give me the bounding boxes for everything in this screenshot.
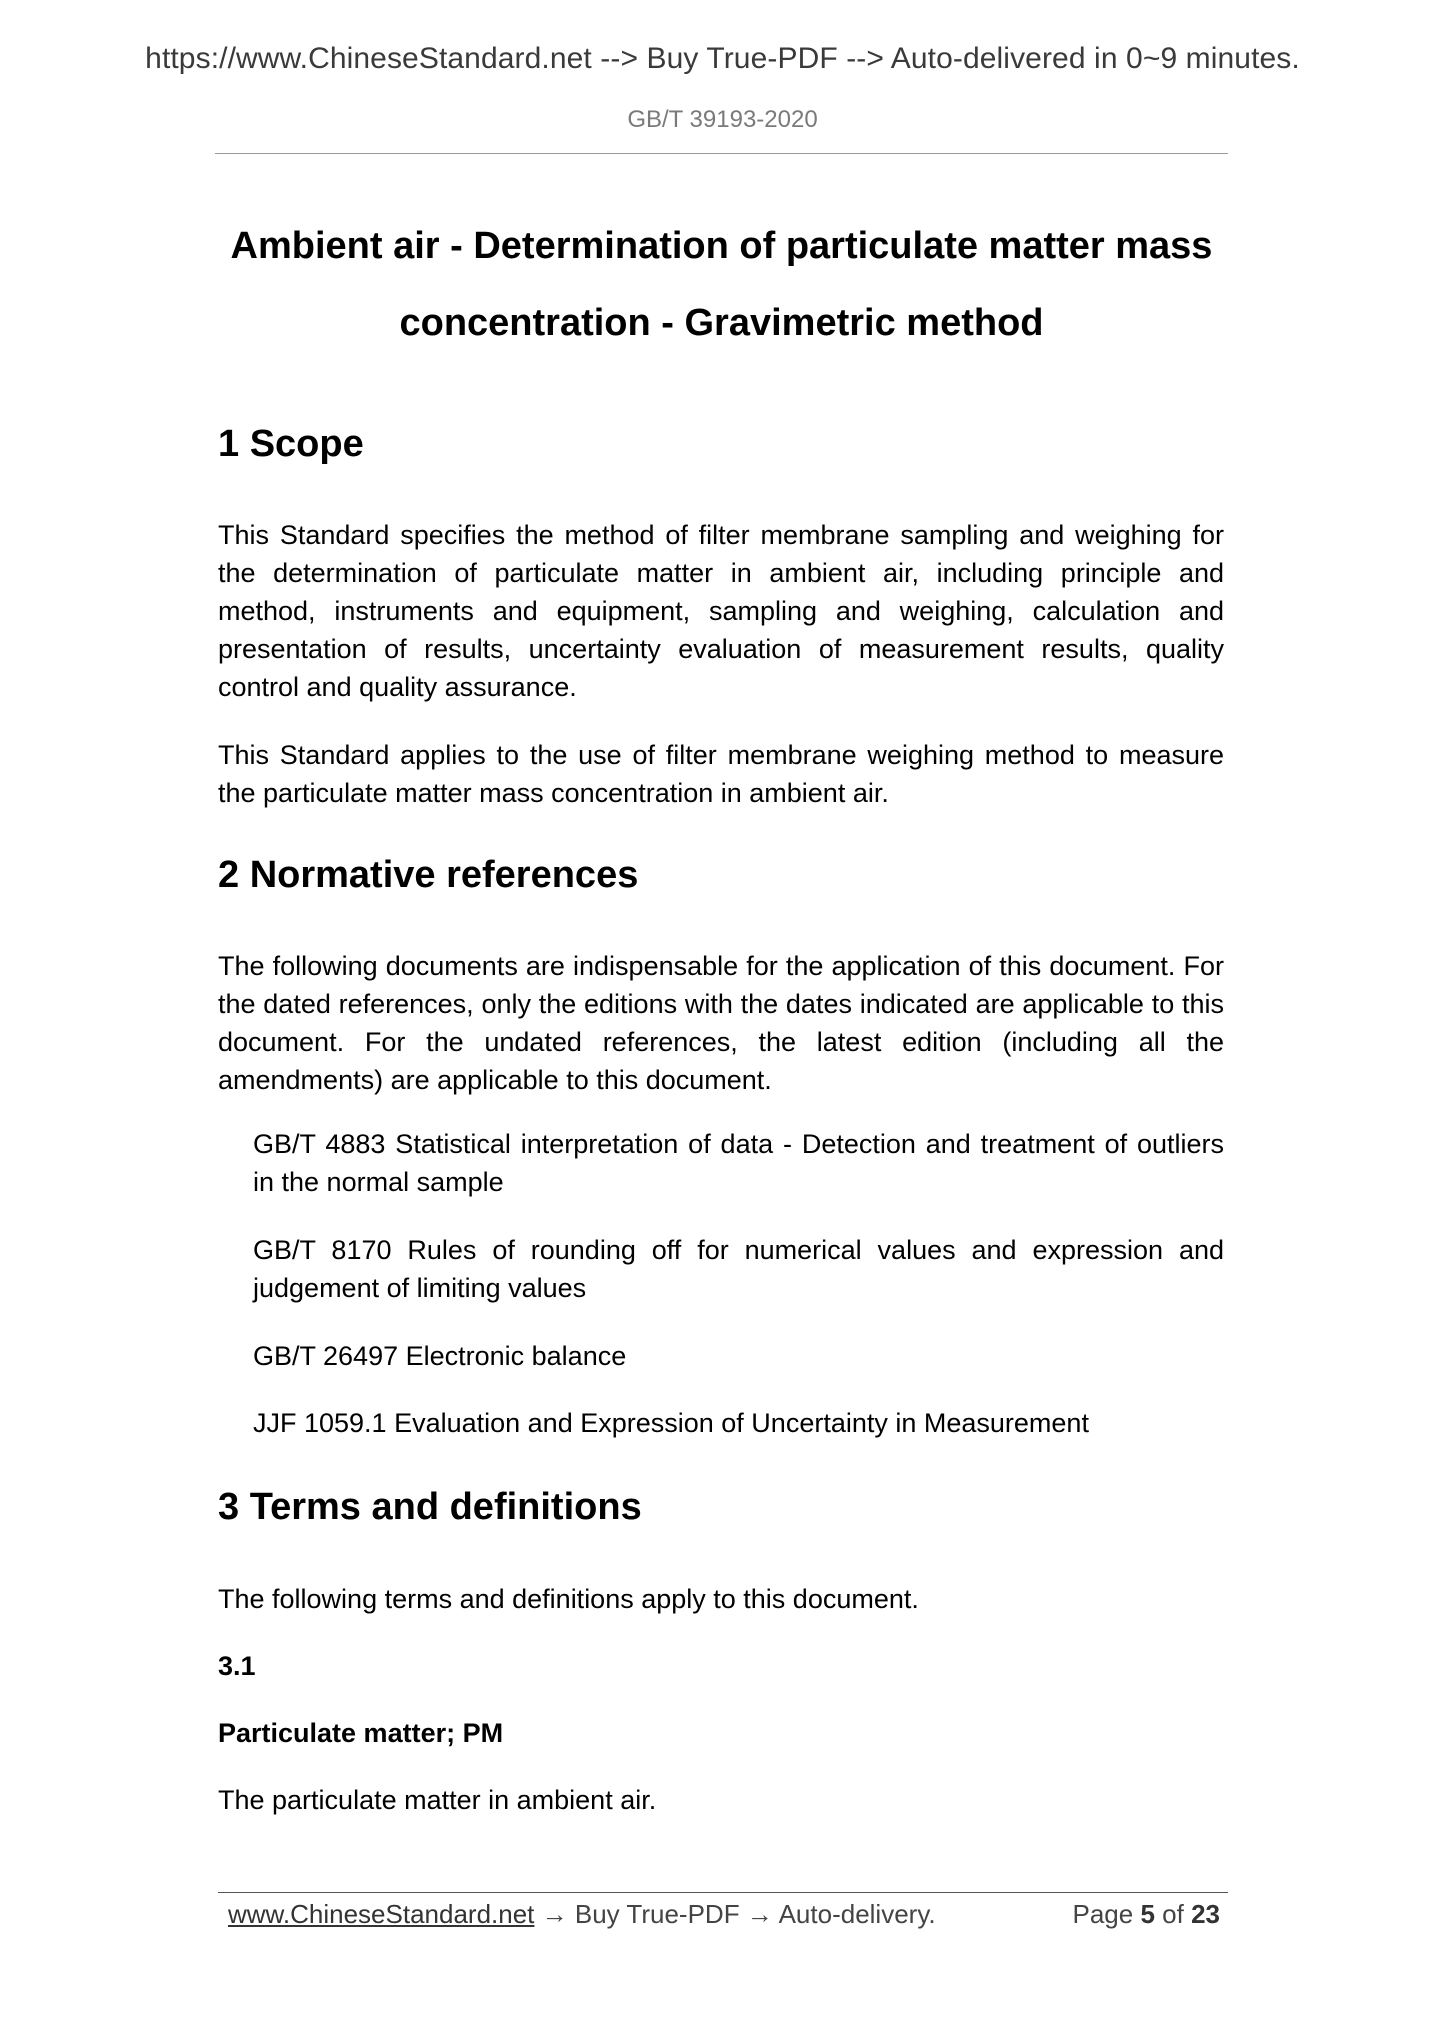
page-current: 5 [1140,1899,1155,1929]
document-title [215,208,1228,362]
term-number: 3.1 [218,1651,256,1681]
normative-paragraph: The following documents are indispensable for the application of this document. For the dated references, only the editions with the dates indicated are applicable to this document. For the undated references, the latest edition (including all the amendments) are applicable to this document. [218,951,1224,1095]
header-divider [215,153,1228,154]
page-footer [228,1896,1220,1932]
term-name: Particulate matter; PM [218,1718,504,1748]
reference-item: GB/T 4883 Statistical interpretation of data - Detection and treatment of outliers in the normal sample [253,1129,1224,1197]
section-heading-scope: 1 Scope [218,423,364,465]
footer-divider [218,1892,1228,1893]
scope-paragraph-2: This Standard applies to the use of filter membrane weighing method to measure the particulate matter mass concentration in ambient air. [218,740,1224,808]
reference-item: JJF 1059.1 Evaluation and Expression of Uncertainty in Measurement [253,1408,1089,1438]
term-definition: The particulate matter in ambient air. [218,1785,657,1815]
page-total: 23 [1191,1899,1220,1929]
terms-paragraph: The following terms and definitions apply to this document. [218,1584,919,1614]
document-title-line-1: Ambient air - Determination of particulate matter mass [230,225,1213,267]
page-label: Page [1072,1899,1134,1929]
scope-paragraph-1: This Standard specifies the method of filter membrane sampling and weighing for the determination of particulate matter in ambient air, including principle and method, instruments and equipment, sampling and weighing, calculation and presentation of results, uncertainty evaluation of measurement results, quality control and quality assurance. [218,520,1224,702]
document-title-line-2: concentration - Gravimetric method [399,302,1044,344]
page-of: of [1162,1899,1184,1929]
reference-item: GB/T 26497 Electronic balance [253,1341,627,1371]
site-link[interactable]: www.ChineseStandard.net [228,1899,535,1929]
footer-tagline: → Buy True-PDF → Auto-delivery. [541,1899,936,1929]
standard-code: GB/T 39193-2020 [627,106,818,133]
section-heading-normative-references: 2 Normative references [218,854,639,896]
source-banner: https://www.ChineseStandard.net --> Buy True-PDF --> Auto-delivered in 0~9 minutes. [145,42,1300,75]
section-heading-terms: 3 Terms and definitions [218,1486,642,1528]
reference-item: GB/T 8170 Rules of rounding off for numerical values and expression and judgement of limiting values [253,1235,1224,1303]
page-indicator [1072,1896,1220,1932]
